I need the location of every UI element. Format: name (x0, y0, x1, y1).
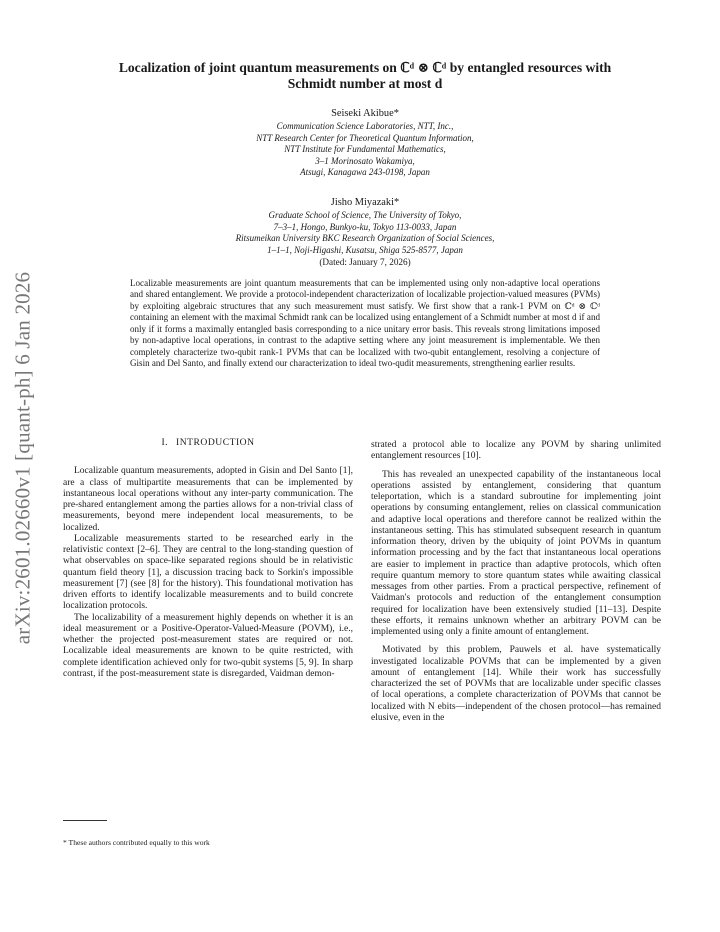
affiliation-line: NTT Institute for Fundamental Mathematics, (284, 144, 446, 155)
affiliation-line: Graduate School of Science, The University of Tokyo, (268, 210, 462, 220)
affiliation-line: Ritsumeikan University BKC Research Organization of Social Sciences, (235, 233, 495, 244)
footnote-divider (63, 820, 107, 821)
paragraph: strated a protocol able to localize any POVM by sharing unlimited entanglement resources [10]. (371, 440, 661, 462)
section-number: I. (161, 437, 169, 448)
paragraph: Motivated by this problem, Pauwels et al. have systematically investigated localizable POVMs that can be implemented by a given amount of entanglement [14]. While their work has successfully characterized the set of POVMs that are localizable under specific classes of local operations, a complete characterization of POVMs that cannot be localized with N ebits—independent of the chosen protocol—has remained elusive, even in the (371, 645, 661, 723)
author-name: Seiseki Akibue* (331, 108, 399, 119)
paper-title (60, 60, 670, 92)
paragraph: The localizability of a measurement highly depends on whether it is an ideal measurement or a Positive-Operator-Valued-Measure (POVM), i.e., whether the projected post-measurement states are required or not. Localizable ideal measurements are known to be quite restricted, with complete identification achieved only for two-qubit systems [5, 9]. In sharp contrast, if the post-measurement state is disregarded, Vaidman demon- (63, 612, 353, 679)
author-name: Jisho Miyazaki* (330, 197, 400, 208)
affiliation-line: NTT Research Center for Theoretical Quantum Information, (256, 132, 474, 143)
affiliation-line: 3–1 Morinosato Wakamiya, (315, 155, 415, 166)
title-line-1: Localization of joint quantum measurements on ℂᵈ ⊗ ℂᵈ by entangled resources with (118, 60, 612, 75)
section-heading (63, 437, 353, 448)
affiliation-line: Communication Science Laboratories, NTT, Inc., (276, 121, 454, 131)
section-title: INTRODUCTION (176, 437, 255, 448)
paragraph: This has revealed an unexpected capability of the instantaneous local operations assisted by entanglement, considering that quantum teleportation, which is a standard subroutine for implementing joint operations by consuming entanglement, relies on classical communication and adaptive local operations and therefore cannot be realized within the instantaneous setting. This has stimulated subsequent research in quantum information theory, driven by the ubiquity of joint POVMs in quantum information processing and by the fact that instantaneous local operations are easier to implement in practice than adaptive protocols, which often require quantum memory to store quantum states while awaiting classical messages from other parties. From a practical perspective, refinement of Vaidman's protocols and reduction of the entanglement consumption required for localization have been extensively studied [11–13]. Despite these efforts, it remains unknown whether an arbitrary POVM can be implemented using only a finite amount of entanglement. (371, 469, 661, 637)
dated-line: (Dated: January 7, 2026) (319, 257, 411, 268)
author-block-1 (100, 107, 630, 179)
footnote: * These authors contributed equally to this work (63, 838, 210, 847)
arxiv-identifier-text: arXiv:2601.02660v1 [quant-ph] 6 Jan 2026 (10, 271, 35, 645)
affiliation-line: Atsugi, Kanagawa 243-0198, Japan (300, 167, 430, 178)
paragraph: Localizable measurements started to be researched early in the relativistic context [2–6]. They are central to the long-standing question of what observables on space-like separated regions should be in relativistic quantum field theory [1], a discussion tracing back to Sorkin's impossible measurement [7] (see [8] for the history). This foundational motivation has driven efforts to identify localizable measurements and to build concrete localization protocols. (63, 533, 353, 612)
author-block-2 (100, 196, 630, 268)
paragraph: Localizable quantum measurements, adopted in Gisin and Del Santo [1], are a class of multipartite measurements that can be implemented by instantaneous local operations without any inter-party communication. The pre-shared entanglement among the parties allows for a non-trivial class of measurements, beyond mere independent local measurements, to be localized. (63, 466, 353, 533)
arxiv-identifier (4, 258, 42, 658)
right-column (371, 440, 661, 724)
affiliation-line: 7–3–1, Hongo, Bunkyo-ku, Tokyo 113-0033, Japan (273, 221, 457, 232)
title-line-2: Schmidt number at most d (287, 76, 443, 91)
affiliation-line: 1–1–1, Noji-Higashi, Kusatsu, Shiga 525-8577, Japan (267, 244, 463, 255)
left-column (63, 437, 353, 680)
abstract: Localizable measurements are joint quantum measurements that can be implemented using only non-adaptive local operations and shared entanglement. We provide a protocol-independent characterization of localizable projection-valued measures (PVMs) by exploiting algebraic structures that any such measurement must satisfy. We first show that a rank-1 PVM on ℂᵈ ⊗ ℂᵈ containing an element with the maximal Schmidt rank can be localized using entanglement of a Schmidt number at most d if and only if it forms a maximally entangled basis corresponding to a nice unitary error basis. This reveals strong limitations imposed by non-adaptive local operations, in contrast to the adaptive setting where any joint measurement is implementable. We then completely characterize two-qubit rank-1 PVMs that can be localized with two-qubit entanglement, resolving a conjecture of Gisin and Del Santo, and finally extend our characterization to ideal two-qudit measurements, strengthening earlier results. (130, 278, 600, 369)
